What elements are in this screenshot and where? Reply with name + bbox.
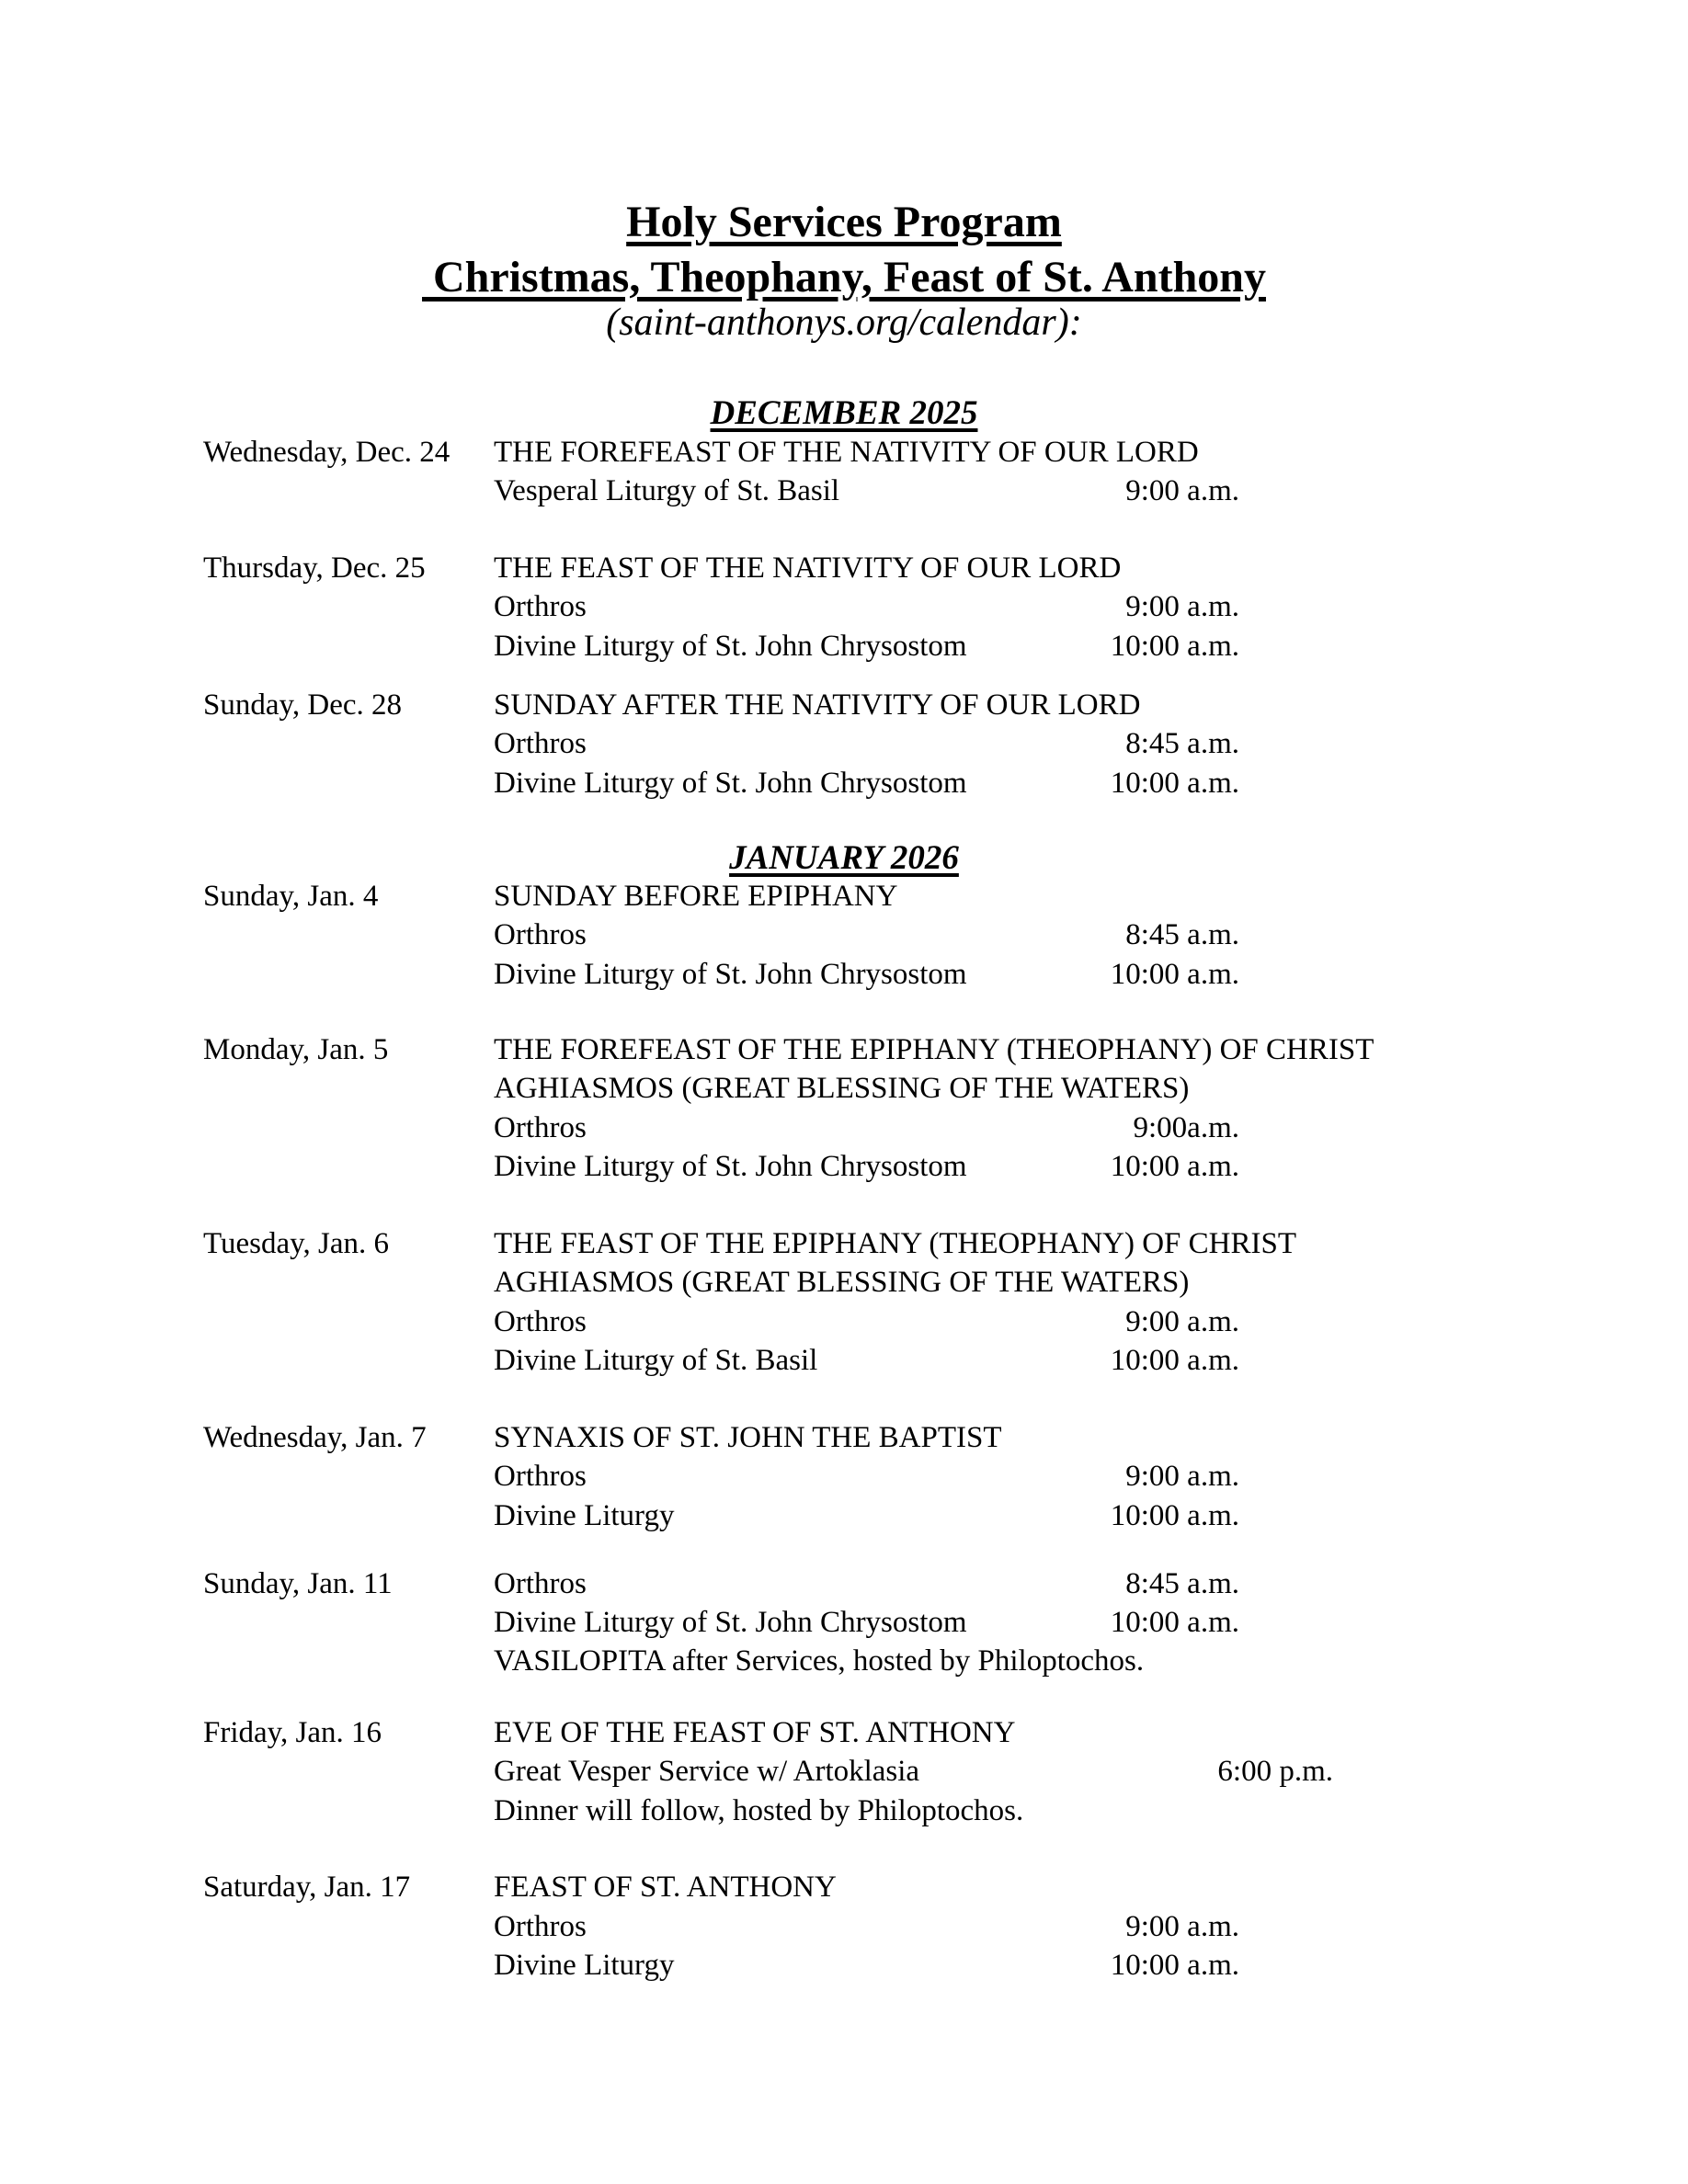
schedule-line — [0, 1608, 1688, 1648]
schedule-line — [0, 882, 1688, 922]
schedule-line — [0, 1646, 1688, 1687]
schedule-line — [0, 768, 1688, 809]
service-time: 10:00 a.m. — [1110, 630, 1239, 663]
service-name: Divine Liturgy — [494, 1499, 675, 1532]
event-date: Wednesday, Jan. 7 — [203, 1421, 427, 1454]
event-title: THE FEAST OF THE EPIPHANY (THEOPHANY) OF CHRIST — [494, 1227, 1297, 1260]
schedule-line — [0, 1501, 1688, 1541]
service-time: 9:00 a.m. — [1125, 1460, 1239, 1493]
service-time: 9:00 a.m. — [1125, 590, 1239, 623]
service-time: 8:45 a.m. — [1125, 918, 1239, 951]
schedule-line — [0, 1229, 1688, 1269]
schedule-line — [0, 1423, 1688, 1463]
schedule-line — [0, 729, 1688, 769]
schedule-line — [0, 1113, 1688, 1154]
event-date: Sunday, Jan. 11 — [203, 1567, 393, 1600]
service-time: 8:45 a.m. — [1125, 1567, 1239, 1600]
schedule-line — [0, 1718, 1688, 1758]
service-name: Divine Liturgy of St. John Chrysostom — [494, 630, 967, 663]
event-date: Wednesday, Dec. 24 — [203, 436, 451, 469]
service-name: Vesperal Liturgy of St. Basil — [494, 474, 840, 507]
service-time: 9:00a.m. — [1133, 1111, 1239, 1144]
schedule-line — [0, 476, 1688, 517]
service-name: Orthros — [494, 1305, 587, 1338]
document-title-row — [0, 253, 1688, 301]
service-time: 10:00 a.m. — [1110, 1150, 1239, 1183]
event-date: Tuesday, Jan. 6 — [203, 1227, 389, 1260]
calendar-url-row — [0, 303, 1688, 342]
schedule-line — [0, 1152, 1688, 1192]
event-title: THE FOREFEAST OF THE NATIVITY OF OUR LORD — [494, 436, 1199, 469]
section-header-row — [0, 841, 1688, 875]
schedule-line — [0, 1268, 1688, 1308]
event-date: Thursday, Dec. 25 — [203, 552, 426, 585]
event-note: VASILOPITA after Services, hosted by Philoptochos. — [494, 1644, 1145, 1678]
document-title-line-2: Christmas, Theophany, Feast of St. Anthony — [422, 253, 1266, 301]
event-title: AGHIASMOS (GREAT BLESSING OF THE WATERS) — [494, 1266, 1190, 1299]
service-name: Divine Liturgy of St. John Chrysostom — [494, 958, 967, 991]
event-title: AGHIASMOS (GREAT BLESSING OF THE WATERS) — [494, 1072, 1190, 1105]
schedule-line — [0, 1951, 1688, 1991]
event-date: Friday, Jan. 16 — [203, 1716, 382, 1749]
service-time: 10:00 a.m. — [1110, 1344, 1239, 1377]
schedule-line — [0, 1462, 1688, 1502]
schedule-line — [0, 1757, 1688, 1797]
schedule-line — [0, 920, 1688, 961]
section-header-december: DECEMBER 2025 — [710, 394, 978, 432]
event-title: EVE OF THE FEAST OF ST. ANTHONY — [494, 1716, 1016, 1749]
schedule-line — [0, 1569, 1688, 1610]
event-title: THE FEAST OF THE NATIVITY OF OUR LORD — [494, 552, 1122, 585]
schedule-line — [0, 1796, 1688, 1837]
schedule-line — [0, 690, 1688, 731]
event-note: Dinner will follow, hosted by Philoptochos. — [494, 1794, 1024, 1827]
event-date: Sunday, Dec. 28 — [203, 688, 402, 722]
service-name: Orthros — [494, 590, 587, 623]
document-title-row — [0, 200, 1688, 245]
service-time: 10:00 a.m. — [1110, 767, 1239, 800]
service-time: 6:00 p.m. — [1217, 1755, 1333, 1788]
event-date: Sunday, Jan. 4 — [203, 880, 379, 913]
service-name: Orthros — [494, 1460, 587, 1493]
service-time: 10:00 a.m. — [1110, 1949, 1239, 1982]
event-title: THE FOREFEAST OF THE EPIPHANY (THEOPHANY) OF CHRIST — [494, 1033, 1374, 1066]
event-title: SUNDAY BEFORE EPIPHANY — [494, 880, 898, 913]
service-name: Divine Liturgy of St. Basil — [494, 1344, 818, 1377]
service-name: Orthros — [494, 918, 587, 951]
service-name: Divine Liturgy of St. John Chrysostom — [494, 1606, 967, 1639]
service-time: 8:45 a.m. — [1125, 727, 1239, 760]
schedule-line — [0, 438, 1688, 478]
schedule-line — [0, 1346, 1688, 1386]
schedule-line — [0, 1872, 1688, 1913]
calendar-url: (saint-anthonys.org/calendar): — [606, 301, 1082, 344]
schedule-line — [0, 553, 1688, 594]
document-title-line-1: Holy Services Program — [626, 198, 1062, 246]
service-name: Orthros — [494, 727, 587, 760]
service-name: Orthros — [494, 1567, 587, 1600]
schedule-line — [0, 1035, 1688, 1075]
service-time: 10:00 a.m. — [1110, 1499, 1239, 1532]
schedule-line — [0, 631, 1688, 672]
schedule-line — [0, 960, 1688, 1000]
service-name: Great Vesper Service w/ Artoklasia — [494, 1755, 920, 1788]
service-name: Divine Liturgy — [494, 1949, 675, 1982]
schedule-line — [0, 1307, 1688, 1348]
event-date: Monday, Jan. 5 — [203, 1033, 389, 1066]
event-title: SYNAXIS OF ST. JOHN THE BAPTIST — [494, 1421, 1002, 1454]
section-header-row — [0, 396, 1688, 430]
service-time: 9:00 a.m. — [1125, 1305, 1239, 1338]
schedule-line — [0, 1912, 1688, 1952]
event-date: Saturday, Jan. 17 — [203, 1871, 411, 1904]
service-name: Divine Liturgy of St. John Chrysostom — [494, 767, 967, 800]
event-title: FEAST OF ST. ANTHONY — [494, 1871, 837, 1904]
event-title: SUNDAY AFTER THE NATIVITY OF OUR LORD — [494, 688, 1141, 722]
service-name: Orthros — [494, 1111, 587, 1144]
service-name: Orthros — [494, 1910, 587, 1943]
service-time: 9:00 a.m. — [1125, 1910, 1239, 1943]
service-time: 10:00 a.m. — [1110, 958, 1239, 991]
service-time: 10:00 a.m. — [1110, 1606, 1239, 1639]
schedule-line — [0, 1074, 1688, 1114]
schedule-line — [0, 592, 1688, 632]
section-header-january: JANUARY 2026 — [729, 839, 959, 877]
service-time: 9:00 a.m. — [1125, 474, 1239, 507]
service-name: Divine Liturgy of St. John Chrysostom — [494, 1150, 967, 1183]
